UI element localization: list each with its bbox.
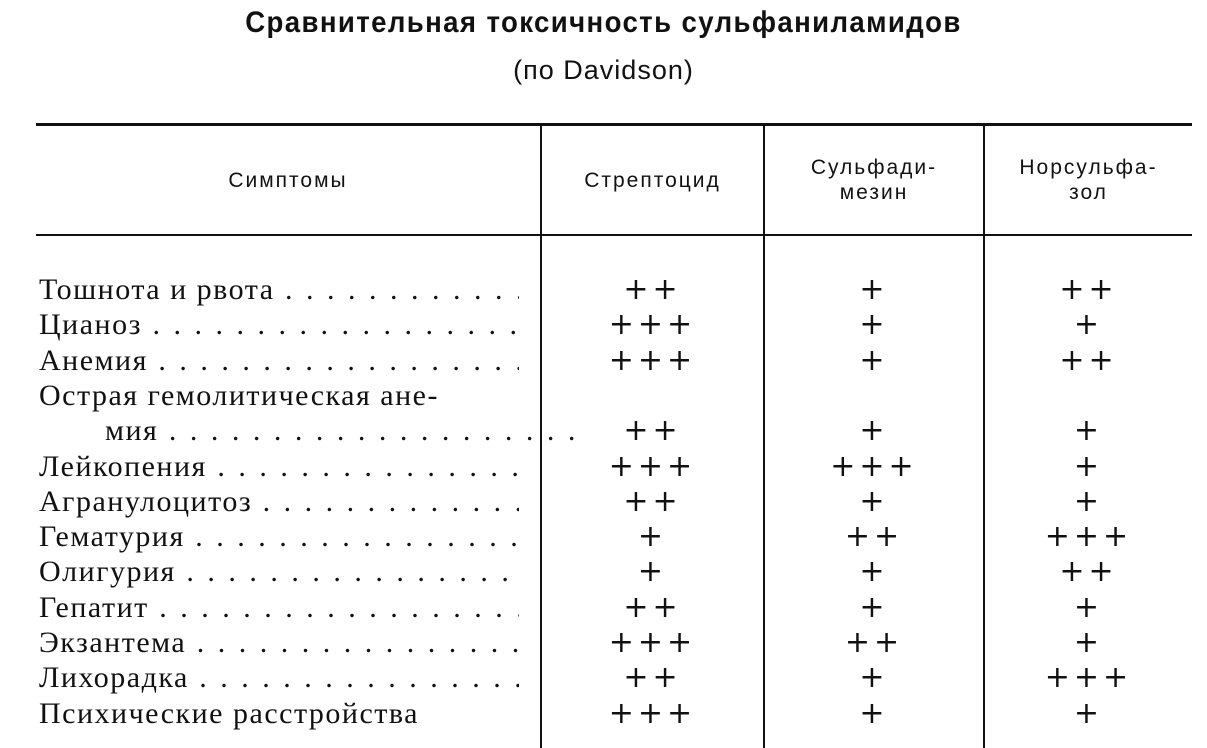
table-row <box>0 413 1207 448</box>
table-row <box>0 696 1207 731</box>
symptom-cell: Анемия . . . <box>39 343 519 378</box>
streptocid-mark: + <box>637 554 668 590</box>
symptom-cell: Гепатит . . . <box>39 590 519 625</box>
sulfadimezin-mark: + <box>859 307 889 343</box>
table-row <box>0 272 1207 307</box>
table-row <box>0 484 1207 519</box>
symptom-cell: Тошнота и рвота . . . <box>39 272 519 307</box>
norsulfazol-mark: ++ <box>1059 272 1118 307</box>
norsulfazol-mark <box>985 378 1192 413</box>
table-row <box>0 449 1207 484</box>
table-row <box>0 343 1207 378</box>
norsulfazol-mark: + <box>1073 695 1104 731</box>
streptocid-mark: ++ <box>623 413 682 449</box>
sulfadimezin-mark <box>765 378 983 413</box>
norsulfazol-mark: + <box>1073 589 1104 625</box>
table-row <box>0 625 1207 660</box>
norsulfazol-mark: ++ <box>1059 342 1118 378</box>
streptocid-mark: ++ <box>623 272 682 307</box>
streptocid-mark: +++ <box>608 342 697 378</box>
norsulfazol-mark: ++ <box>1059 554 1118 590</box>
table-row <box>0 307 1207 342</box>
symptom-cell: Цианоз . . . <box>39 307 519 342</box>
header-streptocid: Стрептоцид <box>584 168 721 192</box>
table-row <box>0 660 1207 695</box>
table-subtitle: (по Davidson) <box>513 55 694 85</box>
norsulfazol-mark: + <box>1073 307 1104 343</box>
streptocid-mark: + <box>637 519 668 555</box>
norsulfazol-mark: + <box>1073 413 1104 449</box>
header-symptoms: Симптомы <box>228 168 348 192</box>
sulfadimezin-mark: + <box>859 342 889 378</box>
table-row <box>0 590 1207 625</box>
table-row <box>0 378 1207 413</box>
streptocid-mark: +++ <box>608 625 697 660</box>
sulfadimezin-mark: + <box>859 413 889 449</box>
symptom-cell: Агранулоцитоз . . . <box>39 484 519 519</box>
symptom-cell: Гематурия . . . <box>39 519 519 554</box>
header-norsulfazol: Норсульфа- зол <box>1019 156 1158 204</box>
streptocid-mark <box>542 378 763 413</box>
streptocid-mark: ++ <box>623 660 682 696</box>
symptom-cell: Лейкопения . . . <box>39 449 519 484</box>
streptocid-mark: ++ <box>623 589 682 625</box>
norsulfazol-mark: +++ <box>1044 519 1133 555</box>
table-title: Сравнительная токсичность сульфаниламидов <box>245 6 962 39</box>
symptom-cell: Олигурия . . . <box>39 554 519 589</box>
streptocid-mark: ++ <box>623 483 682 519</box>
symptom-cell: Лихорадка . . . <box>39 660 519 695</box>
norsulfazol-mark: +++ <box>1044 660 1133 696</box>
sulfadimezin-mark: + <box>859 272 889 307</box>
sulfadimezin-mark: ++ <box>844 519 904 555</box>
sulfadimezin-mark: +++ <box>830 448 918 484</box>
sulfadimezin-mark: + <box>859 660 889 696</box>
streptocid-mark: +++ <box>608 448 697 484</box>
sulfadimezin-mark: + <box>859 695 889 731</box>
symptom-cell: Острая гемолитическая ане- <box>39 378 439 412</box>
sulfadimezin-mark: + <box>859 589 889 625</box>
symptom-cell: Психические расстройства <box>39 696 419 730</box>
sulfadimezin-mark: + <box>859 483 889 519</box>
streptocid-mark: +++ <box>608 307 697 343</box>
table-row <box>0 519 1207 554</box>
table-row <box>0 554 1207 589</box>
symptom-cell: мия . . . <box>39 413 585 448</box>
norsulfazol-mark: + <box>1073 625 1104 660</box>
streptocid-mark: +++ <box>608 695 697 731</box>
norsulfazol-mark: + <box>1073 448 1104 484</box>
sulfadimezin-mark: ++ <box>844 625 904 660</box>
sulfadimezin-mark: + <box>859 554 889 590</box>
norsulfazol-mark: + <box>1073 483 1104 519</box>
symptom-cell: Экзантема . . . <box>39 625 519 660</box>
header-rule <box>36 234 1192 236</box>
header-sulfadimezin: Сульфади- мезин <box>810 156 938 204</box>
